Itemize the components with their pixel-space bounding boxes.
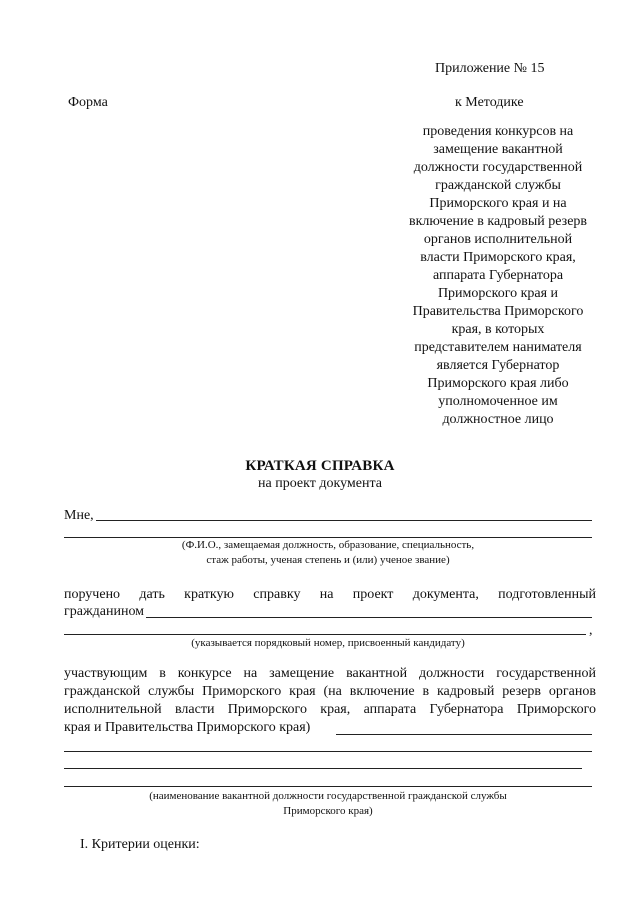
criteria-heading: I. Критерии оценки: [80, 837, 200, 852]
appendix-number: Приложение № 15 [435, 61, 545, 76]
document-title-block [0, 458, 640, 493]
method-line: власти Приморского края, [420, 250, 576, 265]
form-label: Форма [68, 95, 108, 110]
method-line: должностное лицо [442, 412, 554, 427]
fio-caption [64, 538, 592, 568]
method-line: Приморского края либо [427, 376, 569, 391]
comma-mark: , [589, 623, 593, 638]
method-description [392, 123, 604, 429]
document-subtitle: на проект документа [258, 476, 382, 491]
method-line: включение в кадровый резерв [408, 214, 588, 229]
method-line: уполномоченное им [438, 394, 558, 409]
contest-line-2: гражданской службы Приморского края (на включение в кадровый резерв органов [64, 684, 596, 699]
method-line: аппарата Губернатора [432, 268, 564, 283]
position-caption-line-2: Приморского края) [283, 805, 373, 817]
method-line: должности государственной [413, 160, 583, 175]
assigned-line-1: поручено дать краткую справку на проект документа, подготовленный [64, 587, 596, 602]
position-fill-line-4[interactable] [64, 786, 592, 787]
position-fill-line-1[interactable] [336, 734, 592, 735]
candidate-number-caption: (указывается порядковый номер, присвоенный кандидату) [191, 637, 465, 649]
method-line: края, в которых [451, 322, 545, 337]
method-line: органов исполнительной [423, 232, 573, 247]
contest-paragraph [64, 665, 596, 737]
position-fill-line-3[interactable] [64, 768, 582, 769]
me-label: Мне, [64, 508, 94, 523]
position-caption-line-1: (наименование вакантной должности государственной гражданской службы [149, 790, 507, 802]
method-line: Правительства Приморского [412, 304, 584, 319]
method-line: Приморского края и [437, 286, 559, 301]
fio-fill-line[interactable] [96, 520, 592, 521]
method-line: гражданской службы [435, 178, 561, 193]
candidate-fill-line-2[interactable] [64, 634, 586, 635]
fio-caption-line-2: стаж работы, ученая степень и (или) ученое звание) [206, 554, 450, 566]
assigned-line-2: гражданином [64, 604, 145, 619]
candidate-fill-line[interactable] [146, 617, 592, 618]
position-fill-line-2[interactable] [64, 751, 592, 752]
method-line: представителем нанимателя [414, 340, 582, 355]
contest-line-1: участвующим в конкурсе на замещение вакантной должности государственной [64, 666, 596, 681]
method-label: к Методике [455, 95, 524, 110]
contest-line-3: исполнительной власти Приморского края, аппарата Губернатора Приморского [64, 702, 596, 717]
method-line: является Губернатор [436, 358, 560, 373]
document-title: КРАТКАЯ СПРАВКА [245, 458, 395, 474]
position-caption [64, 789, 592, 819]
contest-line-4: края и Правительства Приморского края) [64, 720, 311, 735]
method-line: замещение вакантной [433, 142, 563, 157]
fio-caption-line-1: (Ф.И.О., замещаемая должность, образование, специальность, [181, 539, 475, 551]
method-line: проведения конкурсов на [422, 124, 574, 139]
method-line: Приморского края и на [429, 196, 567, 211]
